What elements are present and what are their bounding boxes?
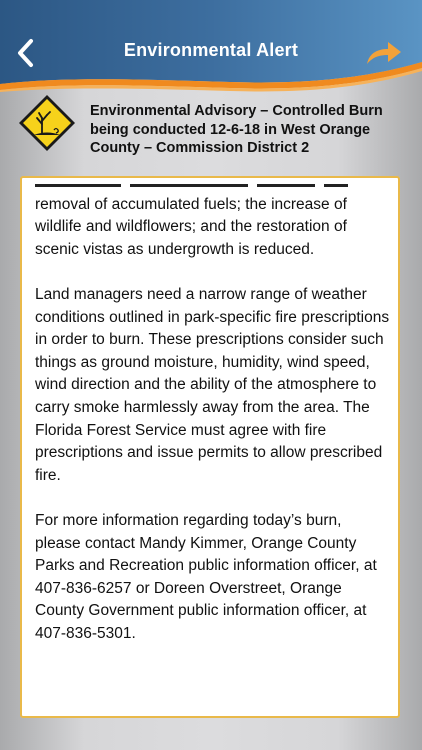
alert-title: Environmental Advisory – Controlled Burn being conducted 12-6-18 in West Orange County – Commission District 2 (90, 103, 383, 156)
alert-header (18, 94, 408, 160)
paragraph-1: removal of accumulated fuels; the increase of wildlife and wildflowers; and the restoration of scenic vistas as undergrowth is reduced. (35, 195, 347, 258)
page-title: Environmental Alert (123, 40, 299, 60)
nav-header (0, 0, 422, 92)
share-button[interactable] (364, 38, 404, 68)
share-arrow-icon (364, 38, 404, 68)
paragraph-3: For more information regarding today’s burn, please contact Mandy Kimmer, Orange County Parks and Recreation public information officer, at 407-836-6257 or Doreen Overstreet, Orange County Government public information officer, at 407-836-5301. (35, 511, 377, 642)
alert-body (35, 176, 390, 668)
paragraph-2: Land managers need a narrow range of weather conditions outlined in park-specific fire prescriptions in order to burn. These prescriptions consider such things as ground moisture, humidity, wind speed, wind direction and the ability of the atmosphere to carry smoke harmlessly away from the area. The Florida Forest Service must agree with fire prescriptions and issue permits to allow prescribed fire. (35, 285, 390, 484)
alert-content-scroll[interactable] (20, 176, 400, 718)
clipped-text-line (35, 176, 390, 194)
hazard-diamond-icon (18, 94, 76, 152)
